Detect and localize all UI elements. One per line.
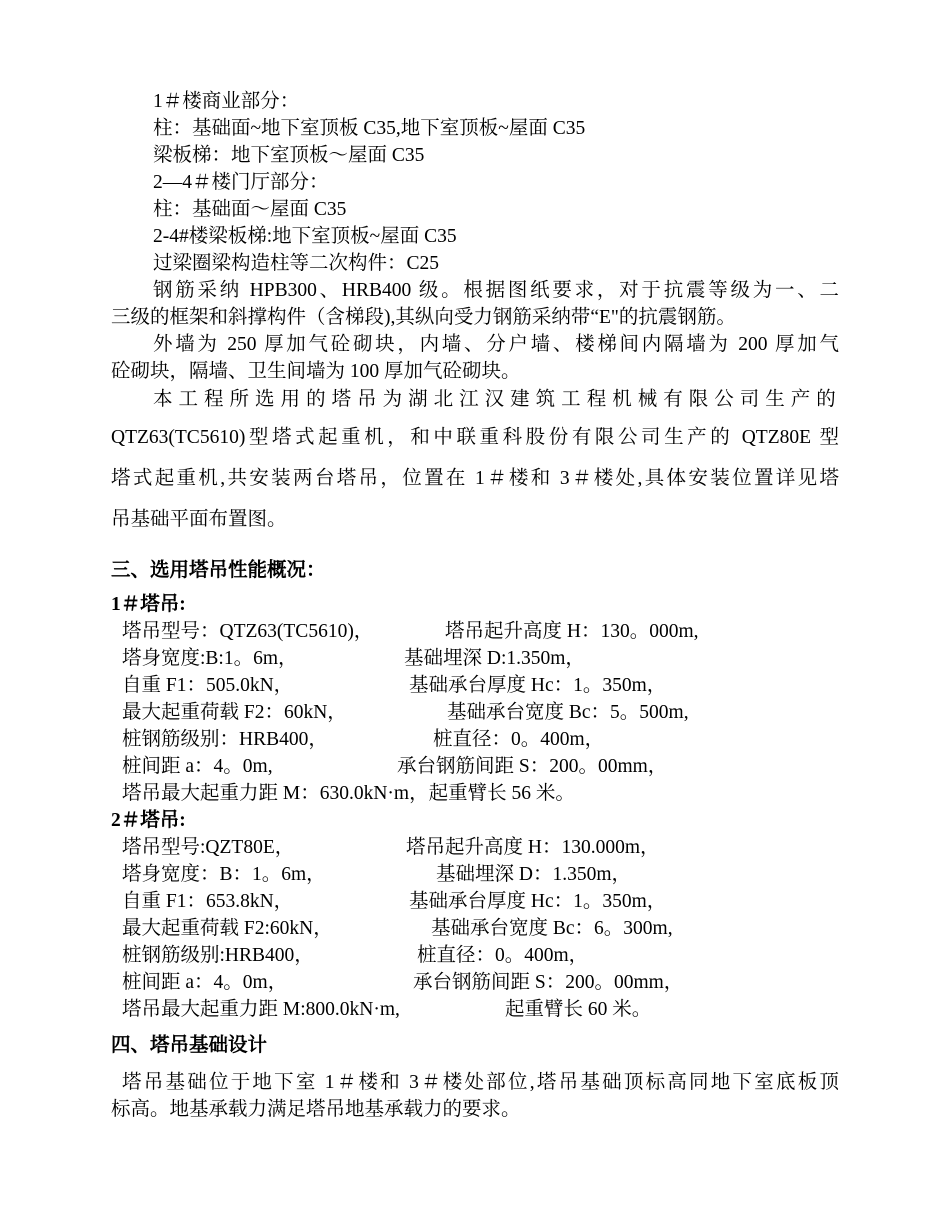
intro-line: 梁板梯：地下室顶板～屋面 C35 [153,145,425,166]
crane1-spec-left: 最大起重荷载 F2：60kN， [122,702,347,723]
foundation-paragraph-line: 标高。地基承载力满足塔吊地基承载力的要求。 [111,1099,521,1120]
crane1-spec-left: 自重 F1：505.0kN， [122,675,294,696]
crane2-spec-right: 塔吊起升高度 H：130.000m， [406,837,660,858]
crane2-spec-right: 基础承台宽度 Bc：6。300m, [431,918,673,939]
wall-paragraph-line: 外墙为 250 厚加气砼砌块，内墙、分户墙、楼梯间内隔墙为 200 厚加气 [153,334,839,355]
crane2-spec-right: 承台钢筋间距 S：200。00mm， [413,972,684,993]
section-heading: 三、选用塔吊性能概况： [111,560,326,581]
crane-paragraph-line: QTZ63(TC5610)型塔式起重机，和中联重科股份有限公司生产的 QTZ80E 型 [111,427,839,448]
crane1-spec-left: 塔吊最大起重力距 M：630.0kN·m，起重臂长 56 米。 [122,783,575,804]
crane1-spec-right: 基础埋深 D:1.350m， [404,648,585,669]
crane1-spec-right: 桩直径：0。400m， [433,729,605,750]
crane2-spec-left: 塔身宽度：B：1。6m， [122,864,326,885]
crane1-spec-left: 塔身宽度:B:1。6m， [122,648,298,669]
intro-line: 2—4＃楼门厅部分： [153,172,329,193]
intro-line: 柱：基础面～屋面 C35 [153,199,347,220]
crane1-spec-right: 基础承台厚度 Hc：1。350m， [409,675,667,696]
crane2-spec-left: 塔吊型号:QZT80E， [122,837,295,858]
crane2-spec-right: 基础承台厚度 Hc：1。350m， [409,891,667,912]
crane2-spec-left: 桩钢筋级别:HRB400， [122,945,314,966]
crane1-spec-right: 基础承台宽度 Bc：5。500m, [447,702,689,723]
crane1-spec-right: 塔吊起升高度 H：130。000m, [445,621,699,642]
crane1-spec-left: 塔吊型号：QTZ63(TC5610)， [122,621,374,642]
wall-paragraph-line: 砼砌块，隔墙、卫生间墙为 100 厚加气砼砌块。 [111,361,521,382]
crane2-spec-left: 最大起重荷载 F2:60kN， [122,918,333,939]
crane-paragraph-line: 本工程所选用的塔吊为湖北江汉建筑工程机械有限公司生产的 [153,389,839,410]
crane2-spec-right: 基础埋深 D：1.350m， [436,864,632,885]
crane2-spec-left: 塔吊最大起重力距 M:800.0kN·m, [122,999,400,1020]
crane1-spec-left: 桩间距 a：4。0m, [122,756,273,777]
crane2-spec-right: 起重臂长 60 米。 [505,999,652,1020]
crane-paragraph-line: 塔式起重机,共安装两台塔吊，位置在 1＃楼和 3＃楼处,具体安装位置详见塔 [111,468,839,489]
crane2-spec-right: 桩直径：0。400m， [417,945,589,966]
intro-line: 2-4#楼梁板梯:地下室顶板~屋面 C35 [153,226,457,247]
crane2-spec-left: 自重 F1：653.8kN， [122,891,294,912]
crane1-spec-right: 承台钢筋间距 S：200。00mm， [397,756,668,777]
crane1-title: 1＃塔吊: [111,594,186,615]
crane-paragraph-line: 吊基础平面布置图。 [111,509,287,530]
steel-paragraph-line: 三级的框架和斜撑构件（含梯段),其纵向受力钢筋采纳带“E"的抗震钢筋。 [111,307,736,328]
intro-line: 柱：基础面~地下室顶板 C35,地下室顶板~屋面 C35 [153,118,586,139]
crane2-title: 2＃塔吊: [111,810,186,831]
intro-line: 1＃楼商业部分： [153,91,300,112]
foundation-paragraph-line: 塔吊基础位于地下室 1＃楼和 3＃楼处部位,塔吊基础顶标高同地下室底板顶 [122,1072,839,1093]
intro-line: 过梁圈梁构造柱等二次构件：C25 [153,253,440,274]
crane1-spec-left: 桩钢筋级别：HRB400， [122,729,328,750]
section-heading: 四、塔吊基础设计 [111,1035,268,1056]
crane2-spec-left: 桩间距 a：4。0m， [122,972,288,993]
steel-paragraph-line: 钢筋采纳 HPB300、HRB400 级。根据图纸要求，对于抗震等级为一、二 [153,280,839,301]
